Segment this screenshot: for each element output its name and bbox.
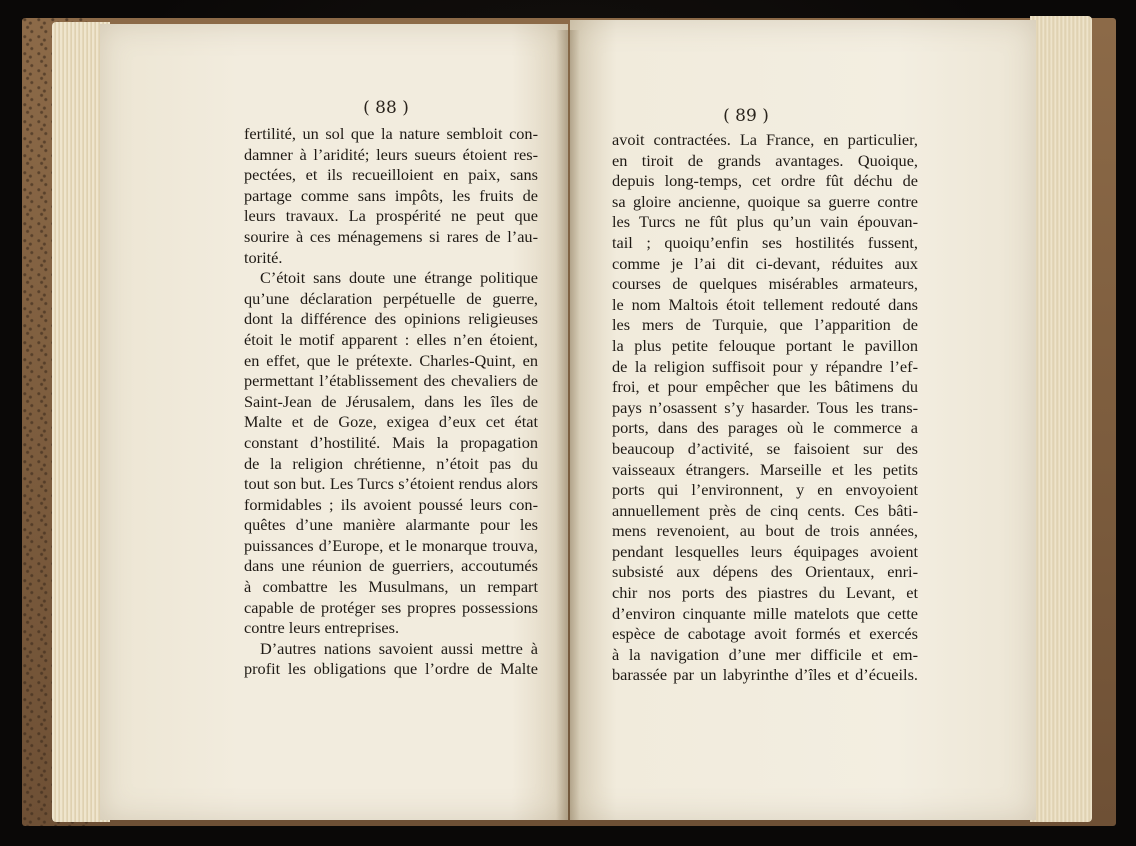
text-line: C’étoit sans doute une étrange politique [260,268,538,288]
text-line: D’autres nations savoient aussi mettre à [260,638,538,658]
text-line: de la religion suffisoit pour y répandre l’ef- [612,356,918,376]
text-line: Malte et de Goze, exigea d’eux cet état [244,412,538,432]
text-line: pays n’osassent s’y hasarder. Tous les trans- [612,397,918,417]
text-line: dans une réunion de guerriers, accoutumés [244,556,538,576]
text-line: à la navigation d’une mer difficile et em- [612,644,918,664]
text-line: mens revenoient, au bout de trois années, [612,521,918,541]
text-line: permettant l’établissement des chevaliers de [244,371,538,391]
text-line: courses de quelques misérables armateurs, [612,274,918,294]
text-line: torité. [244,247,283,267]
text-line: sourire à ces ménagemens si rares de l’au- [244,226,538,246]
text-line: dont la différence des opinions religieuses [244,309,538,329]
text-line: tout son but. Les Turcs s’étoient rendus alors [244,474,538,494]
text-line: barassée par un labyrinthe d’îles et d’écueils. [612,665,918,685]
text-line: formidables ; ils avoient poussé leurs con- [244,494,538,514]
text-line: les mers de Turquie, que l’apparition de [612,315,918,335]
text-line: capable de protéger ses propres possessions [244,597,538,617]
text-line: étoit le motif apparent : elles n’en étoient, [244,329,538,349]
text-line: à combattre les Musulmans, un rempart [244,577,538,597]
text-line: ports qui l’environnent, y en envoyoient [612,480,918,500]
text-line: comme je l’ai dit ci-devant, réduites aux [612,253,918,273]
text-line: le nom Maltois étoit tellement redouté dans [612,294,918,314]
text-line: Saint-Jean de Jérusalem, dans les îles de [244,391,538,411]
text-line: tail ; quoiqu’enfin ses hostilités fussent, [612,232,918,252]
page-number-left: ( 88 ) [363,98,409,118]
text-line: la plus petite felouque portant le pavillon [612,335,918,355]
text-line: en tiroit de grands avantages. Quoique, [612,150,918,170]
text-line: d’environ cinquante mille matelots que cette [612,603,918,623]
text-line: damner à l’aridité; leurs sueurs étoient res- [244,144,538,164]
book-gutter [556,30,580,820]
text-line: de la religion chrétienne, n’étoit pas du [244,453,538,473]
right-page-edges [1030,16,1092,822]
text-line: constant d’hostilité. Mais la propagation [244,432,538,452]
text-line: pendant lesquelles leurs équipages avoient [612,541,918,561]
text-line: ports, dans des parages où le commerce a [612,418,918,438]
right-page-text [612,130,918,686]
text-line: en effet, que le prétexte. Charles-Quint, en [244,350,538,370]
text-line: contre leurs entreprises. [244,618,400,638]
text-line: leurs travaux. La prospérité ne peut que [244,206,538,226]
left-page-text [244,124,538,680]
text-line: depuis long-temps, cet ordre fût déchu de [612,171,918,191]
text-line: qu’une déclaration perpétuelle de guerre, [244,288,538,308]
text-line: profit les obligations que l’ordre de Malte [244,659,538,679]
text-line: espèce de cabotage avoit formés et exercés [612,624,918,644]
text-line: les Turcs ne fût plus qu’un vain épouvan- [612,212,918,232]
text-line: avoit contractées. La France, en particulier, [612,130,918,149]
text-line: sa gloire ancienne, quoique sa guerre contre [612,191,918,211]
text-line: froi, et pour empêcher que les bâtimens du [612,377,918,397]
text-line: fertilité, un sol que la nature sembloit con- [244,124,538,143]
text-line: chir nos ports des piastres du Levant, et [612,583,918,603]
text-line: subsisté aux dépens des Orientaux, enri- [612,562,918,582]
text-line: beaucoup d’activité, se faisoient sur des [612,438,918,458]
text-line: quêtes d’une manière alarmante pour les [244,515,538,535]
text-line: annuellement près de cinq cents. Ces bâti- [612,500,918,520]
text-line: vaisseaux étrangers. Marseille et les petits [612,459,918,479]
text-line: partage comme sans impôts, les fruits de [244,185,538,205]
text-line: puissances d’Europe, et le monarque trouva, [244,535,538,555]
text-line: pectées, et ils recueilloient en paix, sans [244,165,538,185]
page-number-right: ( 89 ) [723,106,769,126]
